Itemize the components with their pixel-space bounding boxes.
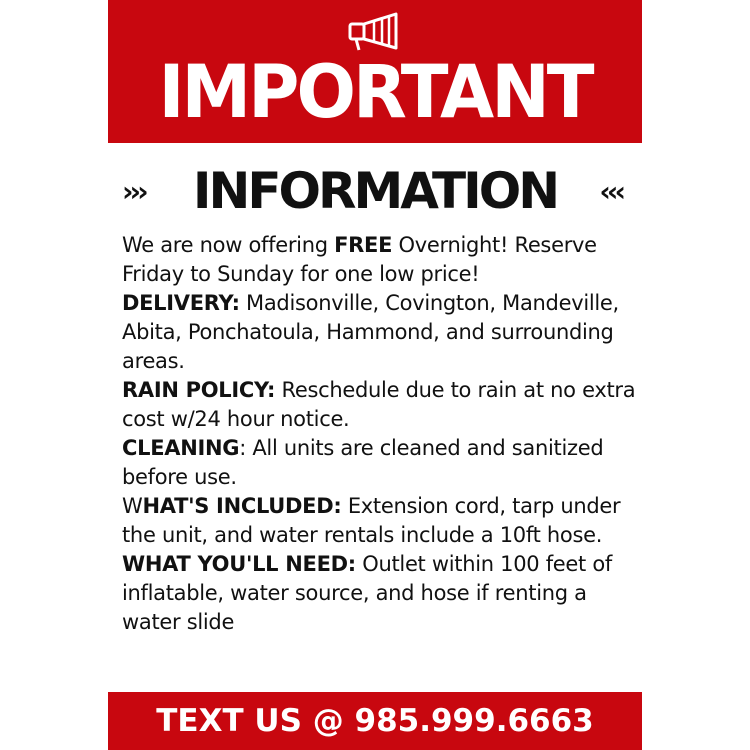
included-text: Extension cord, tarp under the unit, and water rentals include a 10ft hose. bbox=[122, 494, 621, 547]
cleaning-paragraph bbox=[122, 434, 637, 492]
offer-text-pre: We are now offering bbox=[122, 233, 335, 257]
rain-policy-label: RAIN POLICY: bbox=[122, 378, 276, 402]
subheader bbox=[108, 155, 642, 225]
chevrons-right-icon: ››› bbox=[122, 175, 145, 208]
delivery-label: DELIVERY: bbox=[122, 291, 240, 315]
rain-policy-paragraph bbox=[122, 376, 637, 434]
chevrons-left-icon: ‹‹‹ bbox=[599, 175, 622, 208]
poster bbox=[108, 0, 642, 750]
rain-policy-text: Reschedule due to rain at no extra cost w/24 hour notice. bbox=[122, 378, 636, 431]
header-banner bbox=[108, 0, 642, 143]
delivery-paragraph bbox=[122, 289, 637, 376]
offer-free: FREE bbox=[334, 233, 393, 257]
subheader-title: INFORMATION bbox=[192, 162, 558, 220]
need-text: Outlet within 100 feet of inflatable, water source, and hose if renting a water slide bbox=[122, 552, 612, 634]
header-title: IMPORTANT bbox=[158, 48, 592, 136]
footer-banner bbox=[108, 692, 642, 750]
included-prefix: W bbox=[122, 494, 143, 518]
included-label: HAT'S INCLUDED: bbox=[142, 494, 342, 518]
cleaning-text: : All units are cleaned and sanitized before use. bbox=[122, 436, 604, 489]
offer-paragraph bbox=[122, 231, 637, 289]
megaphone-icon bbox=[348, 12, 404, 52]
delivery-text: Madisonville, Covington, Mandeville, Abita, Ponchatoula, Hammond, and surrounding areas. bbox=[122, 291, 619, 373]
cleaning-label: CLEANING bbox=[122, 436, 240, 460]
info-body bbox=[122, 231, 637, 637]
offer-text-post: Overnight! Reserve Friday to Sunday for one low price! bbox=[122, 233, 597, 286]
contact-phone: TEXT US @ 985.999.6663 bbox=[156, 703, 594, 739]
included-paragraph bbox=[122, 492, 637, 550]
need-paragraph bbox=[122, 550, 637, 637]
need-label: WHAT YOU'LL NEED: bbox=[122, 552, 356, 576]
